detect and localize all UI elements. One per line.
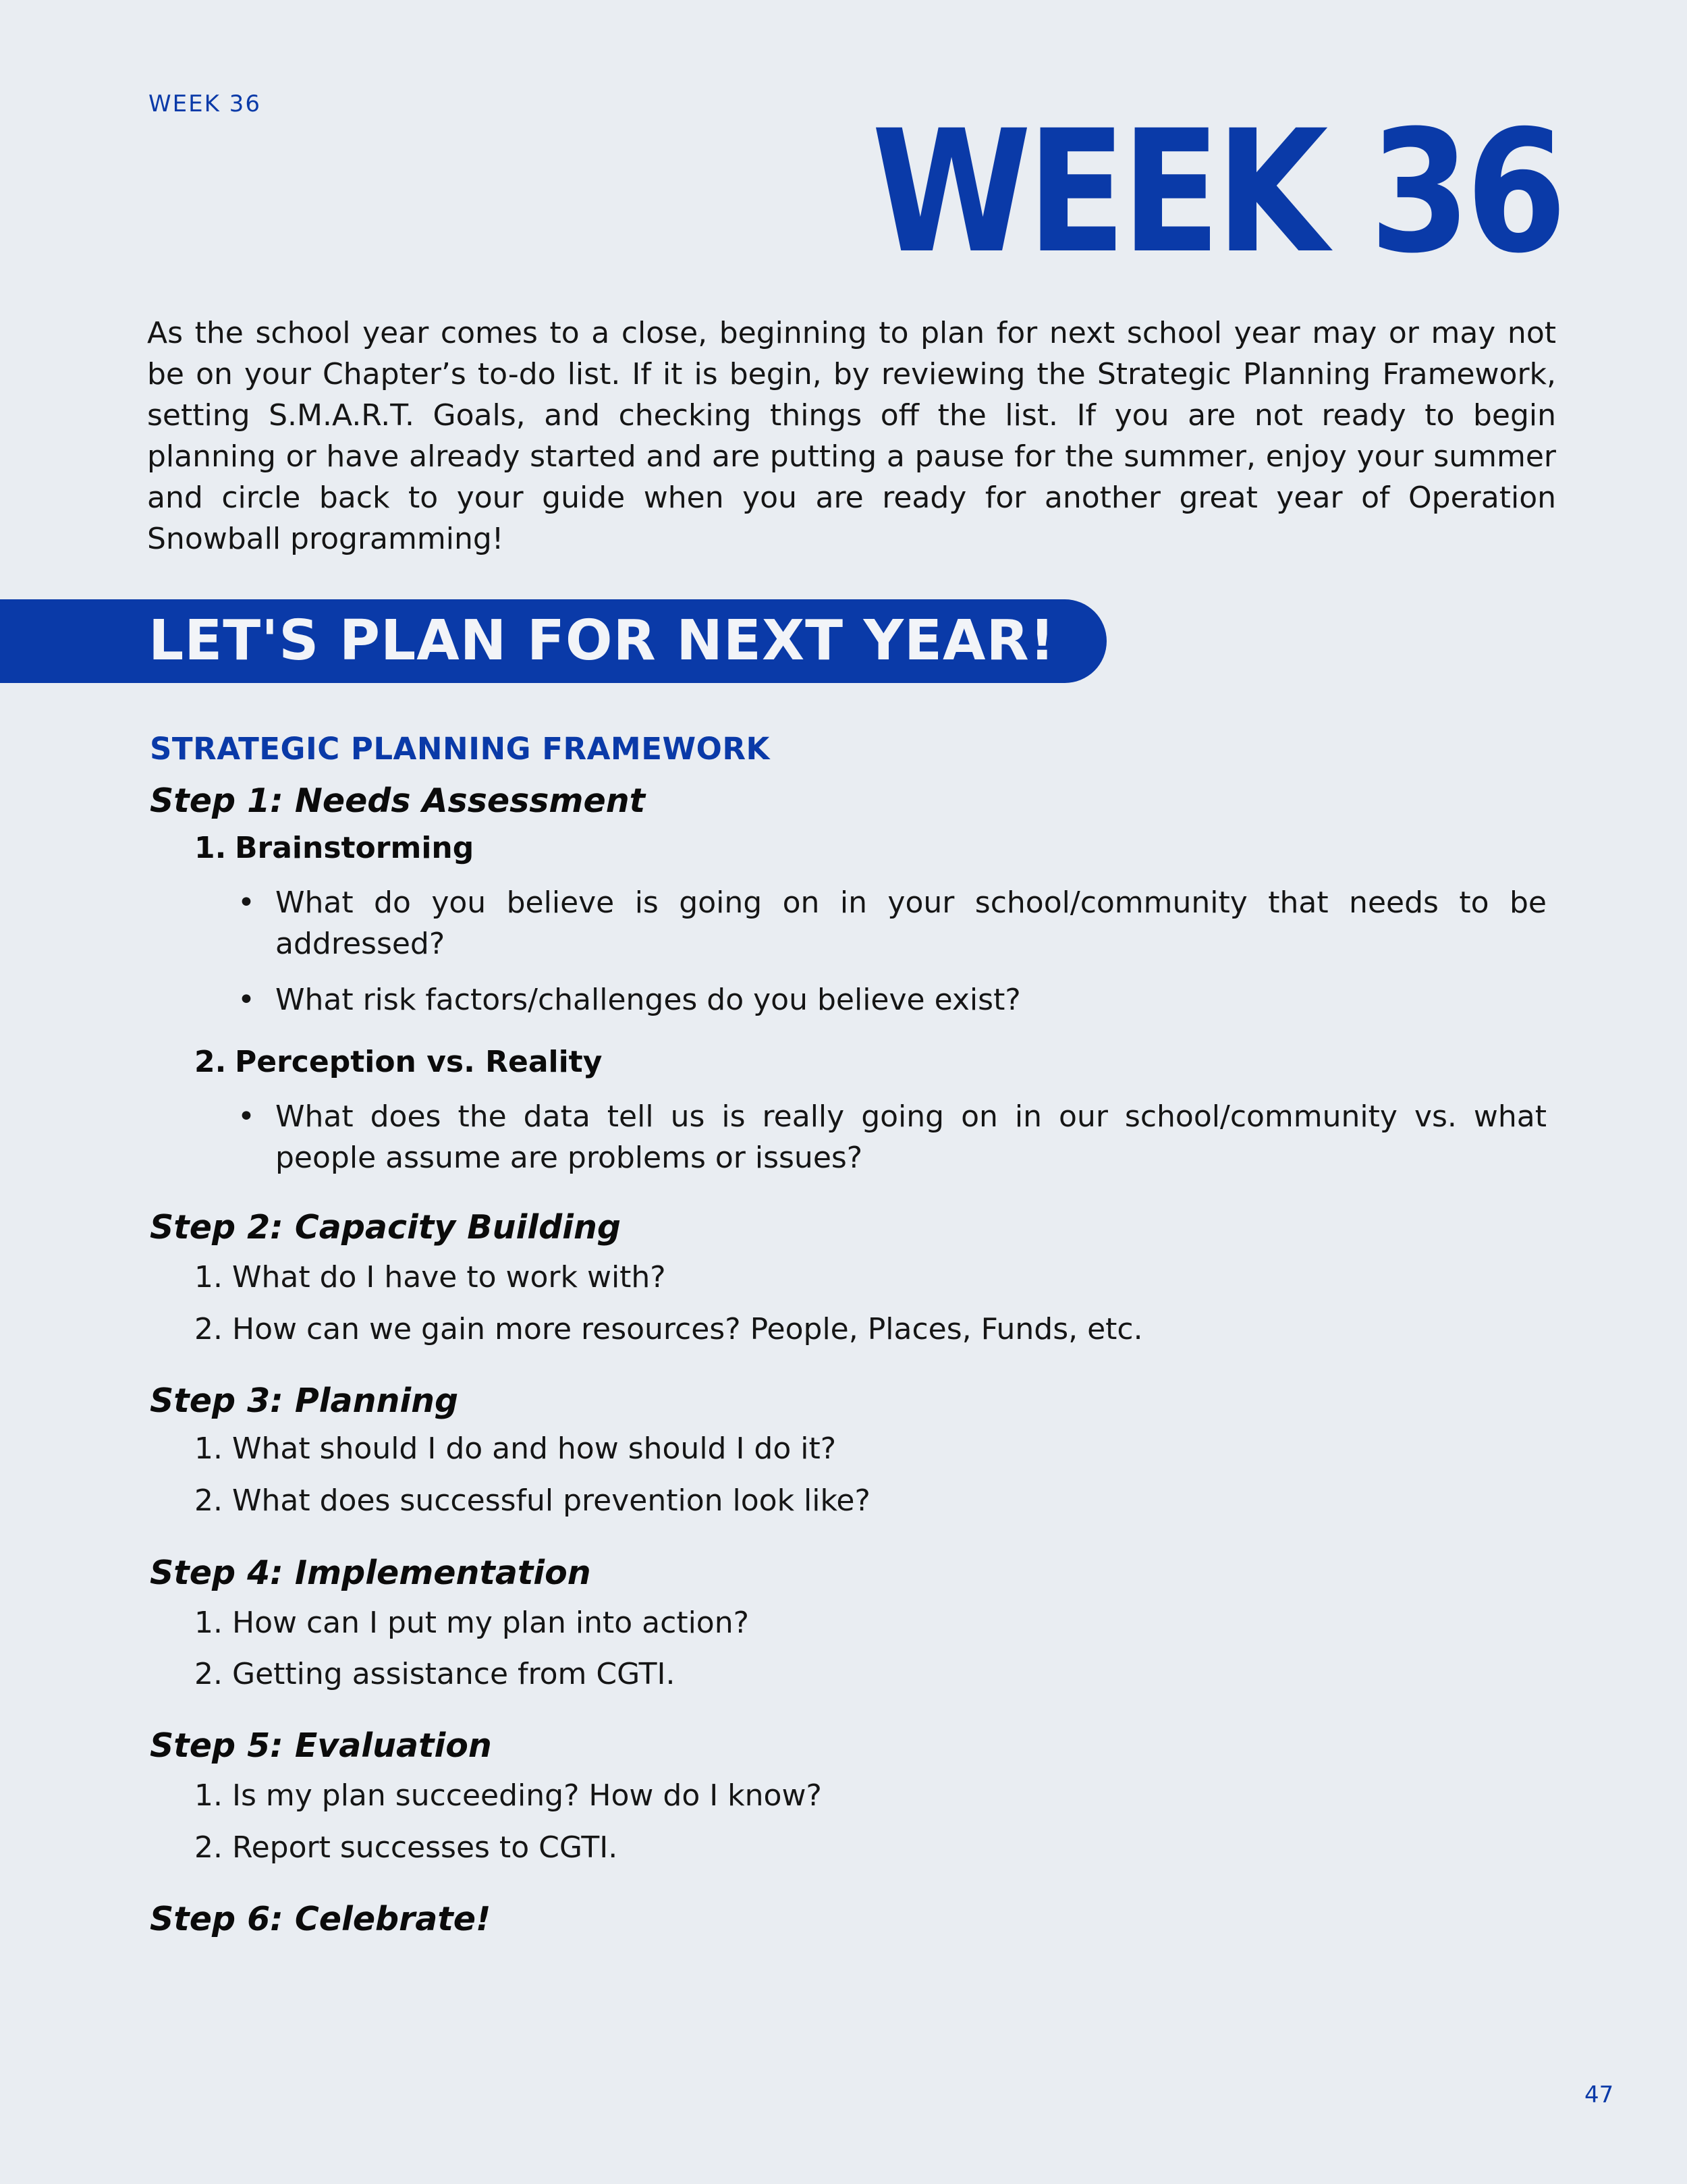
list-item (238, 979, 1547, 1020)
item-number: 2. (194, 1830, 223, 1865)
subsection-number: 1. (194, 831, 227, 865)
section-banner (0, 599, 1107, 683)
bullet-text: What do you believe is going on in your school/community that needs to be addressed? (275, 885, 1547, 961)
step-6-title: Step 6: Celebrate! (150, 1900, 491, 1938)
list-item (194, 1827, 617, 1868)
item-number: 1. (194, 1431, 223, 1466)
subsection-title: Brainstorming (235, 831, 474, 865)
subsection-title: Perception vs. Reality (235, 1045, 603, 1079)
list-item (194, 1309, 1143, 1350)
item-text: How can I put my plan into action? (232, 1606, 749, 1640)
page-title: WEEK 36 (871, 94, 1562, 290)
list-item (194, 1654, 675, 1695)
step-1-title: Step 1: Needs Assessment (150, 782, 646, 820)
item-text: Report successes to CGTI. (232, 1830, 618, 1865)
item-text: What does successful prevention look like? (232, 1483, 870, 1518)
item-number: 1. (194, 1606, 223, 1640)
item-number: 2. (194, 1657, 223, 1691)
item-number: 2. (194, 1483, 223, 1518)
list-item (194, 1428, 836, 1469)
bullet-icon: • (238, 983, 255, 1017)
list-item (238, 1096, 1547, 1178)
step-4-title: Step 4: Implementation (150, 1554, 591, 1592)
item-number: 2. (194, 1312, 223, 1346)
intro-paragraph: As the school year comes to a close, beginning to plan for next school year may or may not be on your Chapter’s to-do list. If it is begin, by reviewing the Strategic Planning Framework, setting S.M.A.R.T. Goals, and checking things off the list. If you are not ready to begin planning or have already started and are putting a pause for the summer, enjoy your summer and circle back to your guide when you are ready for another great year of Operation Snowball programming! (147, 316, 1556, 556)
item-text: Getting assistance from CGTI. (232, 1657, 675, 1691)
list-item (194, 1480, 870, 1521)
list-item (194, 1257, 666, 1298)
running-header: WEEK 36 (148, 90, 261, 117)
subsection-number: 2. (194, 1045, 227, 1079)
bullet-icon: • (238, 1099, 255, 1134)
item-text: How can we gain more resources? People, Places, Funds, etc. (232, 1312, 1143, 1346)
list-item (194, 1602, 749, 1643)
item-number: 1. (194, 1260, 223, 1294)
list-item (238, 882, 1547, 964)
item-text: Is my plan succeeding? How do I know? (232, 1778, 822, 1813)
framework-heading: STRATEGIC PLANNING FRAMEWORK (150, 731, 770, 767)
page-number: 47 (1584, 2081, 1614, 2108)
item-text: What should I do and how should I do it? (232, 1431, 837, 1466)
bullet-icon: • (238, 885, 255, 920)
item-text: What do I have to work with? (232, 1260, 666, 1294)
banner-title: LET'S PLAN FOR NEXT YEAR! (148, 609, 1056, 673)
bullet-text: What does the data tell us is really going on in our school/community vs. what people assume are problems or issues? (275, 1099, 1547, 1175)
list-item (194, 1775, 822, 1816)
step-1-subsection-2-heading (194, 1045, 602, 1079)
step-2-title: Step 2: Capacity Building (150, 1208, 621, 1247)
item-number: 1. (194, 1778, 223, 1813)
step-3-title: Step 3: Planning (150, 1382, 459, 1420)
step-5-title: Step 5: Evaluation (150, 1726, 492, 1765)
step-1-subsection-1-heading (194, 831, 474, 865)
bullet-text: What risk factors/challenges do you believe exist? (275, 983, 1021, 1017)
